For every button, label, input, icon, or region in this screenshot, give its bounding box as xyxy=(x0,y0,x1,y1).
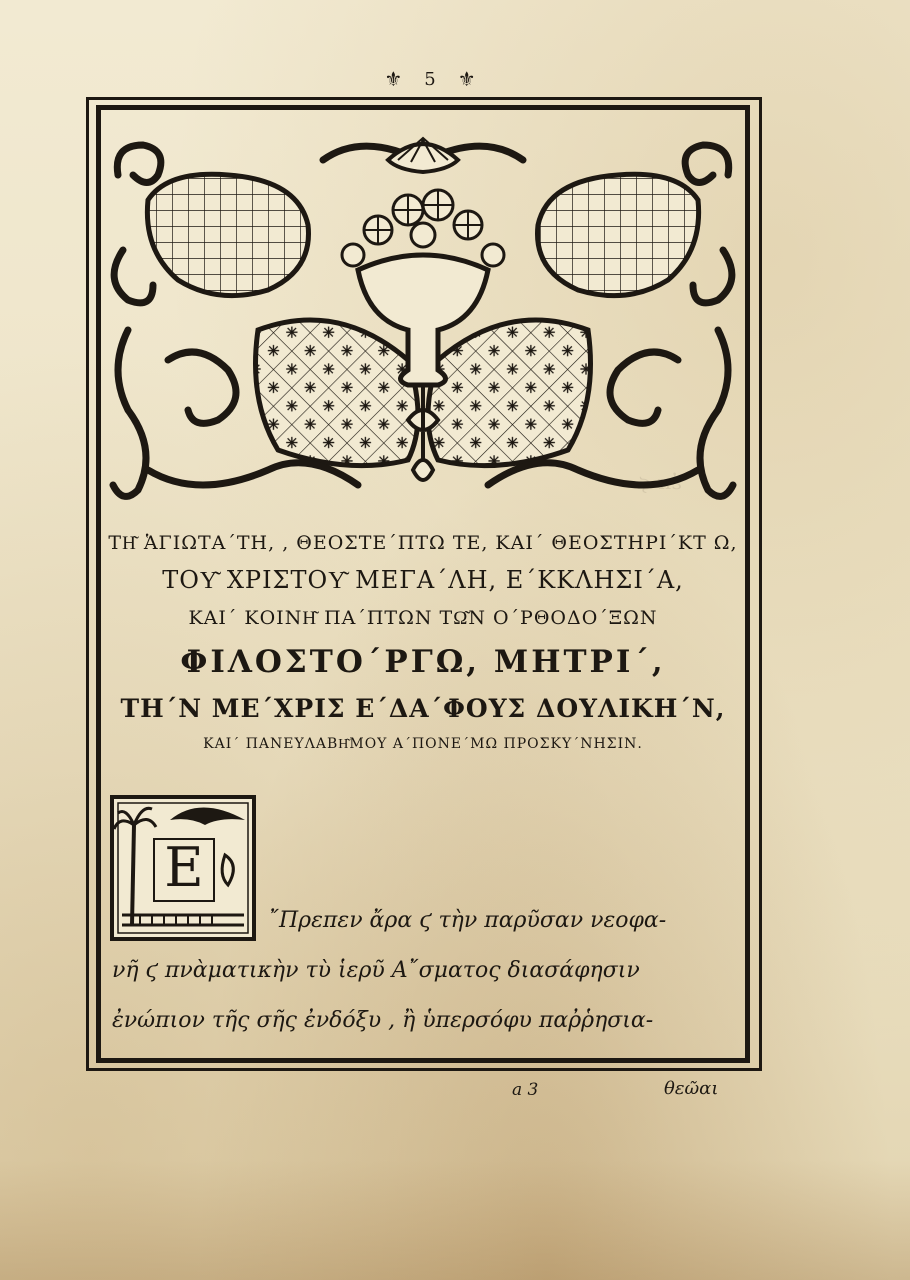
initial-letter: E xyxy=(164,836,204,899)
dedication-line: ΚΑΙ΄ ΠΑΝΕΥΛΑΒΗ͂ΜΟΥ Α΄ΠΟΝΕ΄ΜΩ ΠΡΟΣΚΥ΄ΝΗΣΙΝ. xyxy=(203,736,643,752)
lattice-cartouche-right xyxy=(538,174,699,295)
dedication-line: ΤΟΥ͂ ΧΡΙΣΤΟΥ͂ ΜΕΓΑ΄ΛΗ, Ε΄ΚΚΛΗΣΙ΄Α, xyxy=(162,566,684,594)
bleed-through: ἐκ ϛ xyxy=(640,470,682,494)
page-number-line xyxy=(370,66,490,92)
body-line: ἐνώπιον τῆς σῆς ἐνδόξυ , ἢ ὑπερσόφυ παῤῥησια- xyxy=(112,1008,654,1033)
fleur-de-lis-icon: ⚜ xyxy=(457,67,476,91)
dedication-line: ΦΙΛΟΣΤΟ΄ΡΓΩ, ΜΗΤΡΙ΄, xyxy=(180,644,666,680)
dedication-line: ΤΗ͂ ἉΓΙΩΤΑ΄ΤΗ, , ΘΕΟΣΤΕ΄ΠΤΩ ΤΕ, ΚΑΙ΄ ΘΕΟΣΤΗΡΙ΄ΚΤ Ω, xyxy=(108,532,738,554)
ornamental-headpiece xyxy=(108,130,738,510)
body-line: νῆ ϛ πνὰματικὴν τὺ ἱερῦ Α῎σματος διασάφησιν xyxy=(112,958,640,983)
body-line: ῎Πρεπεν ἄρα ϛ τὴν παρῦσαν νεοφα- xyxy=(268,908,667,933)
dedication-line: ΤΗ΄Ν ΜΕ΄ΧΡΙΣ Ε΄ΔΑ΄ΦΟΥΣ ΔΟΥΛΙΚΗ΄Ν, xyxy=(120,694,726,723)
signature-mark: a 3 xyxy=(512,1080,539,1100)
star-lattice-right xyxy=(428,320,591,466)
water-stain xyxy=(0,1160,910,1280)
page-number: 5 xyxy=(424,68,436,90)
lattice-cartouche-left xyxy=(147,174,308,295)
fleur-de-lis-icon: ⚜ xyxy=(384,67,403,91)
star-lattice-left xyxy=(256,320,419,466)
catchword: θεῶαι xyxy=(664,1078,719,1099)
dedication-heading xyxy=(108,526,738,758)
dedication-line: ΚΑΙ΄ ΚΟΙΝΗ͂ ΠΑ΄ΠΤΩΝ ΤΩ͂Ν Ο΄ΡΘΟΔΟ΄ΞΩΝ xyxy=(188,607,658,629)
